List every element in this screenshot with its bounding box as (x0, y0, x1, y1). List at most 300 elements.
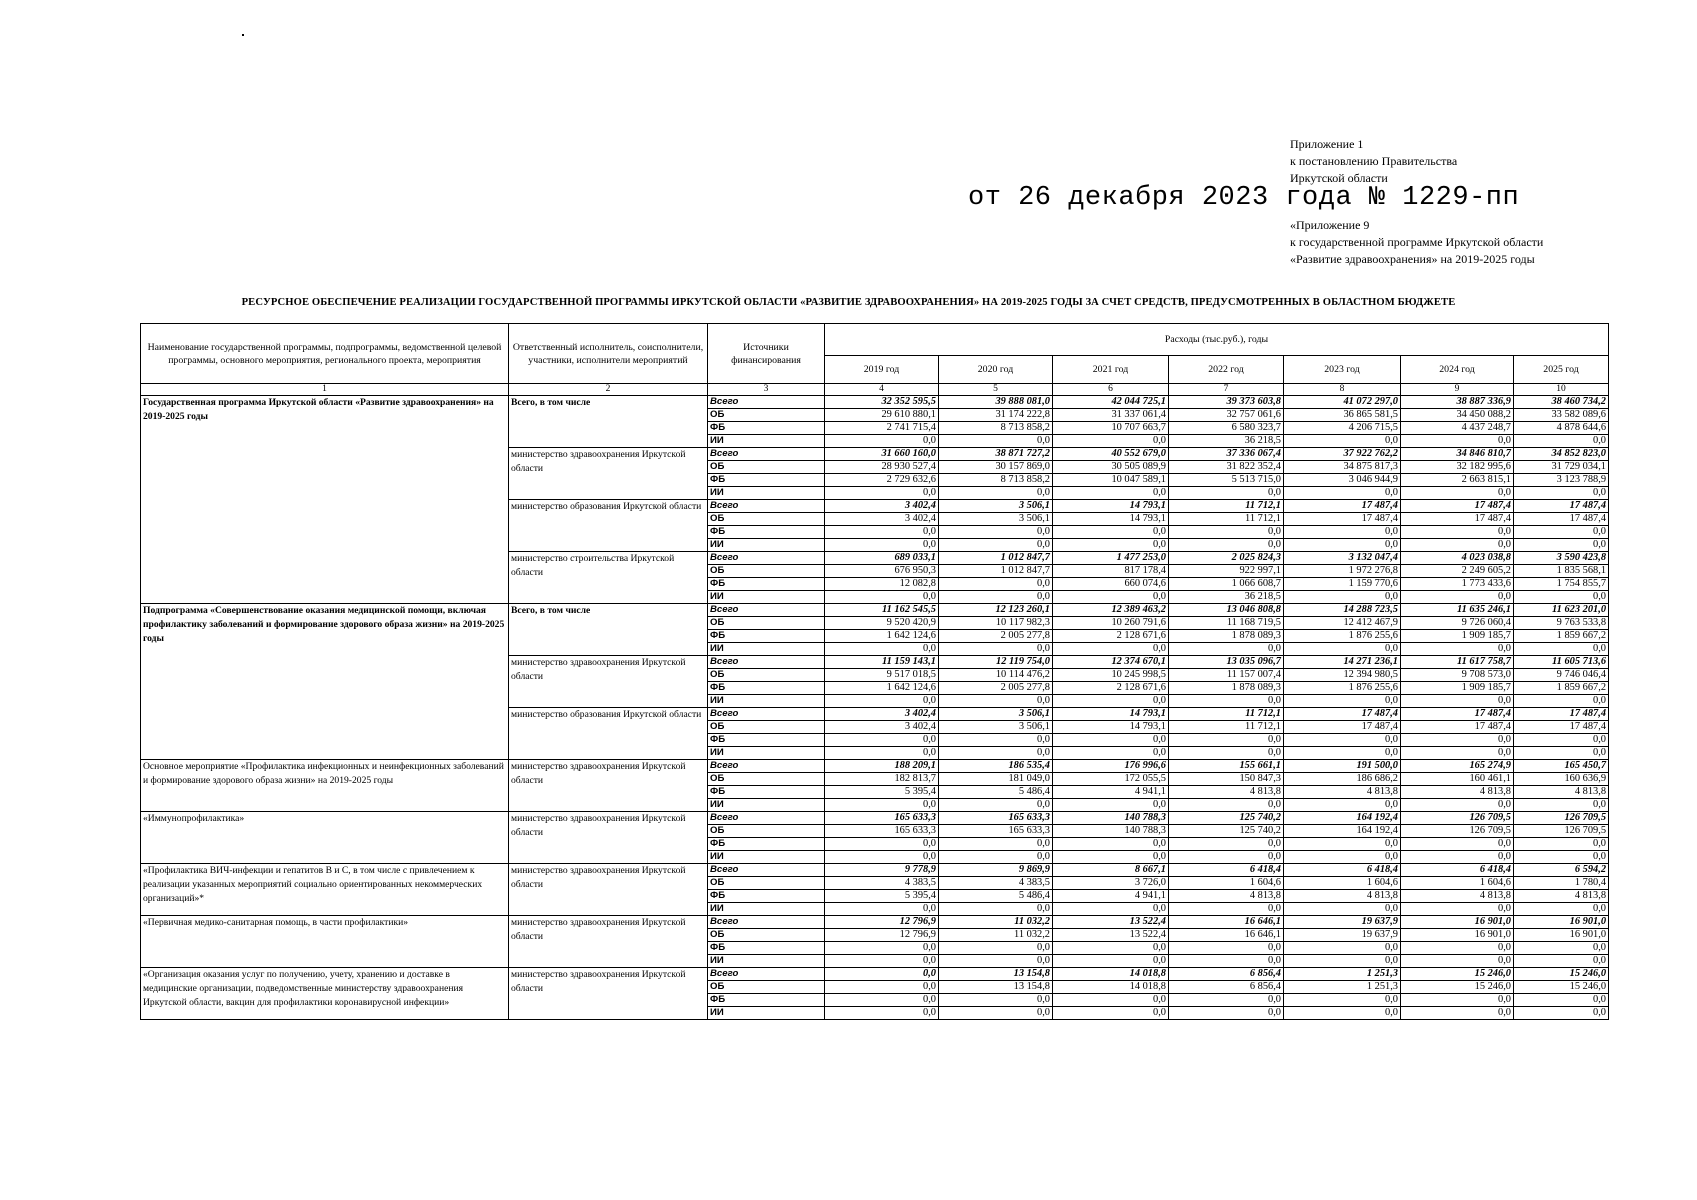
amount-cell: 39 373 603,8 (1169, 396, 1284, 409)
amount-cell: 16 901,0 (1514, 929, 1609, 942)
amount-cell: 0,0 (939, 1007, 1053, 1020)
amount-cell: 31 337 061,4 (1053, 409, 1169, 422)
funding-source-cell: ФБ (708, 630, 825, 643)
funding-source-cell: ИИ (708, 435, 825, 448)
amount-cell: 0,0 (939, 578, 1053, 591)
amount-cell: 2 128 671,6 (1053, 682, 1169, 695)
amount-cell: 140 788,3 (1053, 825, 1169, 838)
document-title: РЕСУРСНОЕ ОБЕСПЕЧЕНИЕ РЕАЛИЗАЦИИ ГОСУДАРСТВЕННОЙ ПРОГРАММЫ ИРКУТСКОЙ ОБЛАСТИ «РАЗВИТИЕ ЗДРАВООХРАНЕНИЯ» НА 2019-2025 ГОДЫ ЗА СЧЕТ СРЕДСТВ, ПРЕДУСМОТРЕННЫХ В ОБЛАСТНОМ БЮДЖЕТЕ (241, 297, 1456, 308)
amount-cell: 0,0 (1514, 539, 1609, 552)
amount-cell: 0,0 (1401, 942, 1514, 955)
funding-source-cell: Всего (708, 396, 825, 409)
amount-cell: 0,0 (1401, 695, 1514, 708)
amount-cell: 9 708 573,0 (1401, 669, 1514, 682)
amount-cell: 0,0 (825, 734, 939, 747)
amount-cell: 0,0 (1169, 487, 1284, 500)
annex-line-1: Приложение 1 (1290, 137, 1364, 151)
executor-cell: министерство образования Иркутской области (509, 500, 708, 552)
program-name-cell: «Первичная медико-санитарная помощь, в части профилактики» (141, 916, 509, 968)
amount-cell: 0,0 (1401, 955, 1514, 968)
amount-cell: 176 996,6 (1053, 760, 1169, 773)
amount-cell: 13 522,4 (1053, 929, 1169, 942)
amount-cell: 140 788,3 (1053, 812, 1169, 825)
amount-cell: 165 633,3 (825, 825, 939, 838)
amount-cell: 11 032,2 (939, 929, 1053, 942)
amount-cell: 0,0 (1169, 526, 1284, 539)
amount-cell: 1 251,3 (1284, 981, 1401, 994)
amount-cell: 40 552 679,0 (1053, 448, 1169, 461)
amount-cell: 10 117 982,3 (939, 617, 1053, 630)
amount-cell: 14 793,1 (1053, 513, 1169, 526)
amount-cell: 0,0 (939, 903, 1053, 916)
amount-cell: 4 813,8 (1401, 890, 1514, 903)
amount-cell: 9 869,9 (939, 864, 1053, 877)
amount-cell: 17 487,4 (1284, 721, 1401, 734)
amount-cell: 1 909 185,7 (1401, 682, 1514, 695)
amount-cell: 14 288 723,5 (1284, 604, 1401, 617)
amount-cell: 11 157 007,4 (1169, 669, 1284, 682)
amount-cell: 38 887 336,9 (1401, 396, 1514, 409)
amount-cell: 0,0 (825, 539, 939, 552)
executor-cell: Всего, в том числе (509, 604, 708, 656)
amount-cell: 2 249 605,2 (1401, 565, 1514, 578)
column-index: 3 (708, 384, 825, 396)
funding-source-cell: ОБ (708, 981, 825, 994)
amount-cell: 0,0 (1053, 838, 1169, 851)
amount-cell: 0,0 (1514, 643, 1609, 656)
amount-cell: 0,0 (1284, 435, 1401, 448)
amount-cell: 0,0 (1169, 955, 1284, 968)
amount-cell: 32 757 061,6 (1169, 409, 1284, 422)
amount-cell: 42 044 725,1 (1053, 396, 1169, 409)
executor-cell: министерство здравоохранения Иркутской области (509, 968, 708, 1020)
amount-cell: 126 709,5 (1514, 812, 1609, 825)
amount-cell: 4 023 038,8 (1401, 552, 1514, 565)
amount-cell: 1 642 124,6 (825, 682, 939, 695)
amount-cell: 31 660 160,0 (825, 448, 939, 461)
program-name-cell: Подпрограмма «Совершенствование оказания медицинской помощи, включая профилактику заболеваний и формирование здорового образа жизни» на 2019-2025 годы (141, 604, 509, 760)
funding-source-cell: ИИ (708, 539, 825, 552)
amount-cell: 12 389 463,2 (1053, 604, 1169, 617)
amount-cell: 186 535,4 (939, 760, 1053, 773)
funding-source-cell: ИИ (708, 1007, 825, 1020)
amount-cell: 2 729 632,6 (825, 474, 939, 487)
amount-cell: 12 412 467,9 (1284, 617, 1401, 630)
executor-cell: министерство здравоохранения Иркутской области (509, 760, 708, 812)
funding-source-cell: ИИ (708, 747, 825, 760)
scan-speck (242, 34, 244, 36)
amount-cell: 164 192,4 (1284, 812, 1401, 825)
amount-cell: 10 260 791,6 (1053, 617, 1169, 630)
amount-cell: 191 500,0 (1284, 760, 1401, 773)
amount-cell: 34 875 817,3 (1284, 461, 1401, 474)
amount-cell: 4 383,5 (939, 877, 1053, 890)
amount-cell: 0,0 (825, 903, 939, 916)
amount-cell: 1 876 255,6 (1284, 630, 1401, 643)
column-index: 1 (141, 384, 509, 396)
funding-source-cell: Всего (708, 916, 825, 929)
amount-cell: 0,0 (1284, 799, 1401, 812)
amount-cell: 0,0 (1514, 526, 1609, 539)
funding-source-cell: ИИ (708, 643, 825, 656)
amount-cell: 9 778,9 (825, 864, 939, 877)
amount-cell: 0,0 (1401, 838, 1514, 851)
amount-cell: 0,0 (1401, 435, 1514, 448)
amount-cell: 0,0 (1284, 1007, 1401, 1020)
amount-cell: 4 878 644,6 (1514, 422, 1609, 435)
executor-cell: министерство здравоохранения Иркутской области (509, 656, 708, 708)
amount-cell: 0,0 (1169, 851, 1284, 864)
amount-cell: 11 605 713,6 (1514, 656, 1609, 669)
funding-source-cell: ОБ (708, 825, 825, 838)
amount-cell: 4 813,8 (1284, 786, 1401, 799)
amount-cell: 0,0 (1514, 851, 1609, 864)
amount-cell: 5 486,4 (939, 890, 1053, 903)
funding-source-cell: ФБ (708, 942, 825, 955)
funding-source-cell: ИИ (708, 799, 825, 812)
amount-cell: 0,0 (825, 838, 939, 851)
amount-cell: 17 487,4 (1514, 721, 1609, 734)
amount-cell: 1 859 667,2 (1514, 630, 1609, 643)
amount-cell: 1 876 255,6 (1284, 682, 1401, 695)
amount-cell: 10 707 663,7 (1053, 422, 1169, 435)
amount-cell: 0,0 (1053, 539, 1169, 552)
funding-source-cell: ОБ (708, 617, 825, 630)
funding-source-cell: Всего (708, 656, 825, 669)
amount-cell: 1 012 847,7 (939, 565, 1053, 578)
amount-cell: 0,0 (1053, 1007, 1169, 1020)
amount-cell: 0,0 (939, 942, 1053, 955)
header-row (141, 324, 1609, 356)
amount-cell: 11 168 719,5 (1169, 617, 1284, 630)
amount-cell: 125 740,2 (1169, 825, 1284, 838)
amount-cell: 1 859 667,2 (1514, 682, 1609, 695)
amount-cell: 9 746 046,4 (1514, 669, 1609, 682)
amount-cell: 15 246,0 (1514, 981, 1609, 994)
amount-cell: 14 793,1 (1053, 721, 1169, 734)
funding-source-cell: ФБ (708, 526, 825, 539)
year-cell: 2025 год (1514, 356, 1609, 384)
amount-cell: 4 813,8 (1284, 890, 1401, 903)
amount-cell: 34 846 810,7 (1401, 448, 1514, 461)
amount-cell: 6 418,4 (1401, 864, 1514, 877)
amount-cell: 6 418,4 (1284, 864, 1401, 877)
amount-cell: 0,0 (1053, 695, 1169, 708)
amount-cell: 12 119 754,0 (939, 656, 1053, 669)
amount-cell: 15 246,0 (1401, 981, 1514, 994)
amount-cell: 2 741 715,4 (825, 422, 939, 435)
year-cell: 2022 год (1169, 356, 1284, 384)
amount-cell: 4 813,8 (1169, 786, 1284, 799)
executor-cell: министерство образования Иркутской области (509, 708, 708, 760)
funding-source-cell: Всего (708, 552, 825, 565)
amount-cell: 17 487,4 (1514, 513, 1609, 526)
amount-cell: 1 604,6 (1401, 877, 1514, 890)
amount-cell: 0,0 (825, 747, 939, 760)
amount-cell: 14 018,8 (1053, 968, 1169, 981)
amount-cell: 0,0 (825, 968, 939, 981)
amount-cell: 31 729 034,1 (1514, 461, 1609, 474)
table-row (141, 396, 1609, 409)
amount-cell: 0,0 (1284, 942, 1401, 955)
amount-cell: 1 835 568,1 (1514, 565, 1609, 578)
amount-cell: 3 506,1 (939, 513, 1053, 526)
amount-cell: 12 374 670,1 (1053, 656, 1169, 669)
amount-cell: 14 793,1 (1053, 500, 1169, 513)
header-name: Наименование государственной программы, подпрограммы, ведомственной целевой программы, основного мероприятия, регионального проекта, мероприятия (141, 324, 509, 384)
amount-cell: 165 274,9 (1401, 760, 1514, 773)
program-name-cell: «Профилактика ВИЧ-инфекции и гепатитов В и С, в том числе с привлечением к реализации указанных мероприятий социально ориентированных некоммерческих организаций»* (141, 864, 509, 916)
table-row (141, 864, 1609, 877)
amount-cell: 0,0 (1284, 955, 1401, 968)
table-row (141, 812, 1609, 825)
amount-cell: 11 617 758,7 (1401, 656, 1514, 669)
amount-cell: 4 941,1 (1053, 786, 1169, 799)
amount-cell: 0,0 (1169, 747, 1284, 760)
amount-cell: 1 773 433,6 (1401, 578, 1514, 591)
funding-source-cell: ИИ (708, 487, 825, 500)
amount-cell: 32 352 595,5 (825, 396, 939, 409)
amount-cell: 1 012 847,7 (939, 552, 1053, 565)
amount-cell: 37 336 067,4 (1169, 448, 1284, 461)
table-body (141, 324, 1609, 1020)
amount-cell: 36 218,5 (1169, 591, 1284, 604)
amount-cell: 0,0 (825, 591, 939, 604)
table-row (141, 604, 1609, 617)
amount-cell: 9 517 018,5 (825, 669, 939, 682)
executor-cell: министерство здравоохранения Иркутской области (509, 864, 708, 916)
amount-cell: 1 604,6 (1284, 877, 1401, 890)
year-cell: 2020 год (939, 356, 1053, 384)
amount-cell: 3 132 047,4 (1284, 552, 1401, 565)
amount-cell: 0,0 (939, 435, 1053, 448)
amount-cell: 0,0 (1169, 643, 1284, 656)
amount-cell: 3 402,4 (825, 513, 939, 526)
amount-cell: 0,0 (825, 435, 939, 448)
amount-cell: 0,0 (825, 643, 939, 656)
amount-cell: 0,0 (1053, 851, 1169, 864)
amount-cell: 186 686,2 (1284, 773, 1401, 786)
amount-cell: 11 032,2 (939, 916, 1053, 929)
table-row (141, 916, 1609, 929)
amount-cell: 0,0 (939, 955, 1053, 968)
amount-cell: 13 522,4 (1053, 916, 1169, 929)
amount-cell: 0,0 (1284, 851, 1401, 864)
program-name-cell: Государственная программа Иркутской области «Развитие здравоохранения» на 2019-2025 годы (141, 396, 509, 604)
amount-cell: 0,0 (825, 526, 939, 539)
funding-source-cell: ИИ (708, 591, 825, 604)
amount-cell: 0,0 (1284, 643, 1401, 656)
amount-cell: 1 878 089,3 (1169, 630, 1284, 643)
amount-cell: 1 642 124,6 (825, 630, 939, 643)
funding-source-cell: ФБ (708, 786, 825, 799)
amount-cell: 0,0 (939, 747, 1053, 760)
column-index-row (141, 384, 1609, 396)
executor-cell: министерство здравоохранения Иркутской области (509, 812, 708, 864)
amount-cell: 4 383,5 (825, 877, 939, 890)
amount-cell: 5 486,4 (939, 786, 1053, 799)
amount-cell: 16 646,1 (1169, 916, 1284, 929)
amount-cell: 36 218,5 (1169, 435, 1284, 448)
amount-cell: 0,0 (939, 851, 1053, 864)
amount-cell: 1 251,3 (1284, 968, 1401, 981)
year-cell: 2021 год (1053, 356, 1169, 384)
amount-cell: 17 487,4 (1284, 708, 1401, 721)
header-source: Источники финансирования (708, 324, 825, 384)
annex-line-4: «Приложение 9 (1290, 218, 1370, 232)
amount-cell: 0,0 (825, 1007, 939, 1020)
amount-cell: 0,0 (1514, 955, 1609, 968)
amount-cell: 17 487,4 (1401, 513, 1514, 526)
amount-cell: 922 997,1 (1169, 565, 1284, 578)
amount-cell: 3 123 788,9 (1514, 474, 1609, 487)
amount-cell: 0,0 (1514, 1007, 1609, 1020)
resource-table (140, 323, 1609, 1020)
funding-source-cell: ОБ (708, 409, 825, 422)
amount-cell: 0,0 (1514, 487, 1609, 500)
amount-cell: 8 667,1 (1053, 864, 1169, 877)
amount-cell: 16 901,0 (1514, 916, 1609, 929)
amount-cell: 4 437 248,7 (1401, 422, 1514, 435)
amount-cell: 1 972 276,8 (1284, 565, 1401, 578)
amount-cell: 164 192,4 (1284, 825, 1401, 838)
amount-cell: 19 637,9 (1284, 916, 1401, 929)
amount-cell: 0,0 (1401, 1007, 1514, 1020)
amount-cell: 0,0 (939, 838, 1053, 851)
amount-cell: 0,0 (1284, 903, 1401, 916)
funding-source-cell: Всего (708, 604, 825, 617)
amount-cell: 3 590 423,8 (1514, 552, 1609, 565)
amount-cell: 1 477 253,0 (1053, 552, 1169, 565)
funding-source-cell: Всего (708, 864, 825, 877)
amount-cell: 11 623 201,0 (1514, 604, 1609, 617)
funding-source-cell: Всего (708, 448, 825, 461)
amount-cell: 16 646,1 (1169, 929, 1284, 942)
amount-cell: 12 394 980,5 (1284, 669, 1401, 682)
amount-cell: 0,0 (1284, 734, 1401, 747)
funding-source-cell: ФБ (708, 994, 825, 1007)
amount-cell: 17 487,4 (1514, 708, 1609, 721)
amount-cell: 0,0 (1514, 799, 1609, 812)
year-cell: 2019 год (825, 356, 939, 384)
column-index: 2 (509, 384, 708, 396)
amount-cell: 4 941,1 (1053, 890, 1169, 903)
amount-cell: 34 852 823,0 (1514, 448, 1609, 461)
amount-cell: 6 418,4 (1169, 864, 1284, 877)
amount-cell: 2 128 671,6 (1053, 630, 1169, 643)
amount-cell: 12 082,8 (825, 578, 939, 591)
amount-cell: 0,0 (1401, 734, 1514, 747)
amount-cell: 817 178,4 (1053, 565, 1169, 578)
amount-cell: 1 878 089,3 (1169, 682, 1284, 695)
amount-cell: 16 901,0 (1401, 916, 1514, 929)
amount-cell: 12 796,9 (825, 929, 939, 942)
amount-cell: 8 713 858,2 (939, 474, 1053, 487)
amount-cell: 36 865 581,5 (1284, 409, 1401, 422)
annex-line-3: Иркутской области (1290, 171, 1388, 185)
amount-cell: 0,0 (1401, 539, 1514, 552)
amount-cell: 17 487,4 (1284, 513, 1401, 526)
amount-cell: 0,0 (1053, 643, 1169, 656)
amount-cell: 165 633,3 (939, 812, 1053, 825)
amount-cell: 41 072 297,0 (1284, 396, 1401, 409)
header-executor: Ответственный исполнитель, соисполнители, участники, исполнители мероприятий (509, 324, 708, 384)
amount-cell: 0,0 (1284, 994, 1401, 1007)
amount-cell: 38 871 727,2 (939, 448, 1053, 461)
amount-cell: 2 005 277,8 (939, 682, 1053, 695)
funding-source-cell: Всего (708, 500, 825, 513)
amount-cell: 0,0 (1169, 903, 1284, 916)
amount-cell: 0,0 (1401, 747, 1514, 760)
amount-cell: 0,0 (825, 695, 939, 708)
decree-date-number: от 26 декабря 2023 года № 1229-пп (968, 183, 1520, 213)
amount-cell: 188 209,1 (825, 760, 939, 773)
amount-cell: 9 520 420,9 (825, 617, 939, 630)
amount-cell: 660 074,6 (1053, 578, 1169, 591)
column-index: 4 (825, 384, 939, 396)
year-cell: 2023 год (1284, 356, 1401, 384)
amount-cell: 0,0 (1169, 838, 1284, 851)
amount-cell: 0,0 (1284, 487, 1401, 500)
amount-cell: 11 712,1 (1169, 708, 1284, 721)
amount-cell: 3 402,4 (825, 721, 939, 734)
amount-cell: 0,0 (1514, 435, 1609, 448)
amount-cell: 0,0 (939, 539, 1053, 552)
amount-cell: 0,0 (825, 851, 939, 864)
amount-cell: 0,0 (1514, 734, 1609, 747)
amount-cell: 34 450 088,2 (1401, 409, 1514, 422)
amount-cell: 8 713 858,2 (939, 422, 1053, 435)
amount-cell: 30 157 869,0 (939, 461, 1053, 474)
amount-cell: 17 487,4 (1284, 500, 1401, 513)
amount-cell: 0,0 (1514, 695, 1609, 708)
amount-cell: 0,0 (825, 981, 939, 994)
amount-cell: 0,0 (1169, 1007, 1284, 1020)
amount-cell: 150 847,3 (1169, 773, 1284, 786)
amount-cell: 0,0 (1401, 799, 1514, 812)
amount-cell: 6 856,4 (1169, 968, 1284, 981)
funding-source-cell: Всего (708, 968, 825, 981)
amount-cell: 37 922 762,2 (1284, 448, 1401, 461)
amount-cell: 160 461,1 (1401, 773, 1514, 786)
amount-cell: 0,0 (939, 526, 1053, 539)
funding-source-cell: ИИ (708, 695, 825, 708)
amount-cell: 0,0 (1284, 838, 1401, 851)
amount-cell: 0,0 (825, 955, 939, 968)
amount-cell: 125 740,2 (1169, 812, 1284, 825)
amount-cell: 0,0 (1514, 903, 1609, 916)
amount-cell: 11 712,1 (1169, 500, 1284, 513)
amount-cell: 0,0 (1169, 695, 1284, 708)
amount-cell: 0,0 (1284, 539, 1401, 552)
executor-cell: министерство здравоохранения Иркутской области (509, 448, 708, 500)
amount-cell: 2 663 815,1 (1401, 474, 1514, 487)
amount-cell: 17 487,4 (1401, 708, 1514, 721)
amount-cell: 0,0 (1514, 591, 1609, 604)
amount-cell: 0,0 (1514, 942, 1609, 955)
amount-cell: 9 726 060,4 (1401, 617, 1514, 630)
amount-cell: 0,0 (1284, 526, 1401, 539)
amount-cell: 0,0 (1401, 526, 1514, 539)
executor-cell: министерство строительства Иркутской области (509, 552, 708, 604)
amount-cell: 13 035 096,7 (1169, 656, 1284, 669)
amount-cell: 0,0 (939, 994, 1053, 1007)
amount-cell: 13 154,8 (939, 981, 1053, 994)
amount-cell: 11 635 246,1 (1401, 604, 1514, 617)
amount-cell: 0,0 (1284, 747, 1401, 760)
amount-cell: 172 055,5 (1053, 773, 1169, 786)
amount-cell: 0,0 (1053, 526, 1169, 539)
